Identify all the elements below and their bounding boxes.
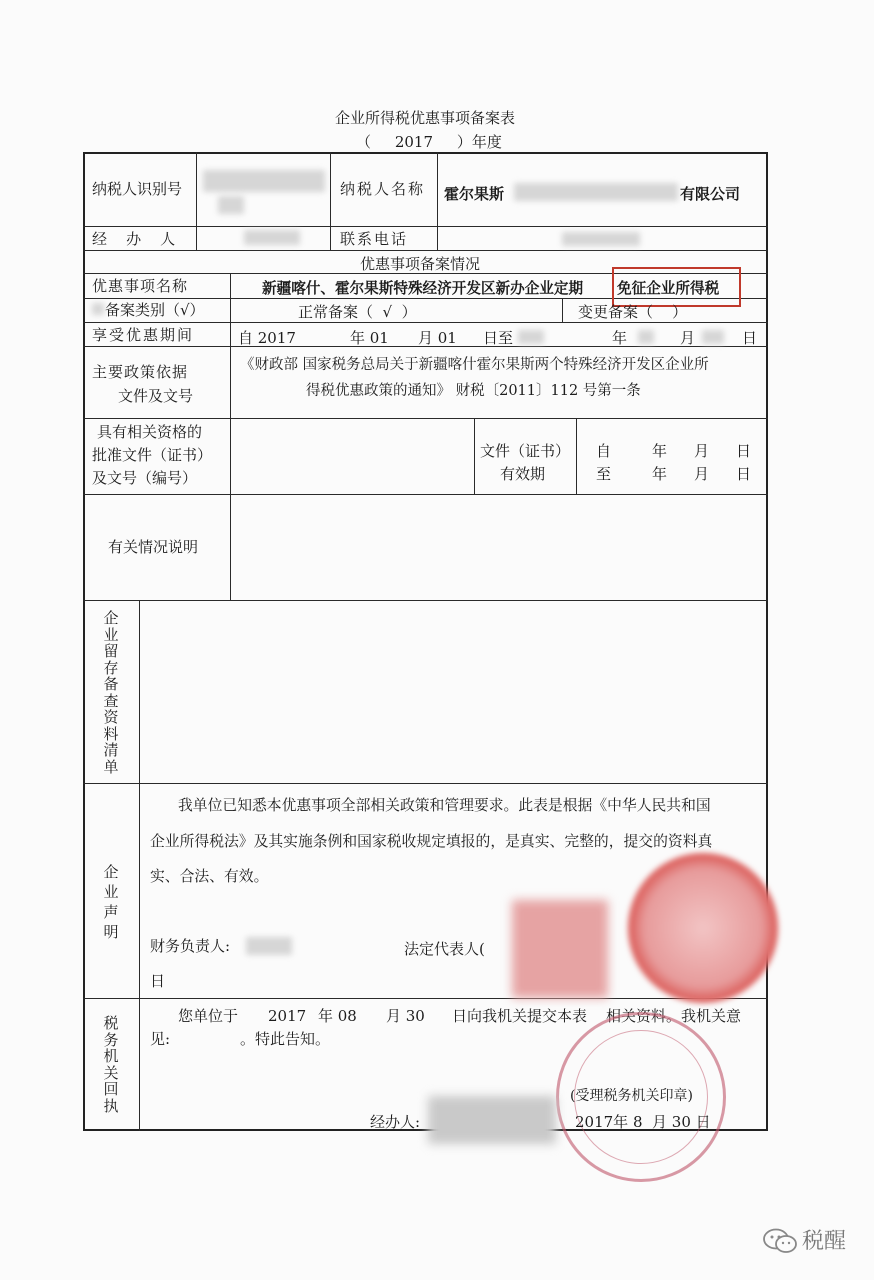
declaration-label: 企业声明 bbox=[103, 863, 119, 941]
taxpayer-id-label: 纳税人识别号 bbox=[92, 180, 183, 198]
redacted-mark bbox=[92, 303, 104, 315]
receipt-line-2a: 见: bbox=[150, 1030, 171, 1048]
taxpayer-name-label: 纳税人名称 bbox=[340, 180, 426, 198]
finance-label: 财务负责人: bbox=[150, 937, 231, 955]
redacted-end-year bbox=[518, 330, 544, 344]
period-day-2: 日 bbox=[742, 329, 758, 347]
qualification-label-2: 批准文件（证书） bbox=[92, 446, 213, 464]
redacted-receipt-handler bbox=[428, 1096, 556, 1144]
validity-to: 至 bbox=[596, 465, 612, 483]
period-month-1: 月 01 bbox=[418, 329, 457, 347]
policy-label-2: 文件及文号 bbox=[118, 387, 194, 405]
receipt-date: 2017年 8 月 30 日 bbox=[575, 1113, 711, 1131]
receipt-line-2b: 。特此告知。 bbox=[240, 1030, 331, 1048]
period-year-1: 年 01 bbox=[350, 329, 389, 347]
form-title: 企业所得税优惠事项备案表 bbox=[335, 109, 516, 127]
period-label: 享受优惠期间 bbox=[92, 326, 195, 344]
redacted-taxpayer-name bbox=[514, 183, 678, 201]
receipt-line-1a: 您单位于 bbox=[178, 1007, 239, 1025]
receipt-handler-label: 经办人: bbox=[370, 1113, 421, 1131]
receipt-stamp-label: (受理税务机关印章) bbox=[570, 1088, 693, 1104]
legal-rep-label: 法定代表人( bbox=[404, 940, 485, 958]
redacted-end-day bbox=[702, 330, 724, 344]
policy-text-1: 《财政部 国家税务总局关于新疆喀什霍尔果斯两个特殊经济开发区企业所 bbox=[240, 357, 709, 373]
validity-to-month: 月 bbox=[694, 465, 710, 483]
retained-docs-label: 企业留存备查资料清单 bbox=[103, 609, 119, 776]
receipt-label: 税务机关回执 bbox=[103, 1014, 119, 1115]
receipt-line-1e: 日向我机关提交本表 bbox=[452, 1007, 588, 1025]
year-line: （ 2017 ）年度 bbox=[356, 133, 502, 151]
item-name-value: 新疆喀什、霍尔果斯特殊经济开发区新办企业定期 bbox=[262, 280, 584, 297]
validity-from-day: 日 bbox=[736, 442, 752, 460]
notes-label: 有关情况说明 bbox=[108, 538, 199, 556]
category-label: 备案类别（√） bbox=[105, 301, 205, 319]
section-title: 优惠事项备案情况 bbox=[360, 255, 481, 273]
handler-label: 经 办 人 bbox=[92, 230, 176, 248]
period-day-1: 日至 bbox=[483, 329, 514, 347]
qualification-label-3: 及文号（编号） bbox=[92, 469, 198, 487]
qualification-label-1: 具有相关资格的 bbox=[97, 423, 203, 441]
redacted-handler bbox=[244, 230, 300, 245]
receipt-line-1f: 相关资料。我机关意 bbox=[606, 1007, 742, 1025]
redacted-end-month bbox=[638, 330, 654, 344]
validity-from-year: 年 bbox=[652, 442, 668, 460]
validity-from: 自 bbox=[596, 442, 612, 460]
policy-text-2: 得税优惠政策的通知》 财税〔2011〕112 号第一条 bbox=[306, 383, 641, 399]
policy-label-1: 主要政策依据 bbox=[92, 363, 189, 381]
redacted-phone bbox=[562, 232, 640, 246]
legal-rep-seal bbox=[512, 900, 608, 998]
taxpayer-name-prefix: 霍尔果斯 bbox=[444, 185, 505, 203]
item-name-label: 优惠事项名称 bbox=[92, 277, 189, 295]
period-month-2: 月 bbox=[680, 329, 696, 347]
receipt-year: 2017 bbox=[268, 1007, 307, 1025]
item-name-highlight: 免征企业所得税 bbox=[617, 280, 720, 297]
redacted-taxpayer-id-tail bbox=[218, 196, 244, 214]
watermark-text: 税醒 bbox=[802, 1229, 847, 1254]
company-seal bbox=[628, 853, 778, 1003]
redacted-taxpayer-id bbox=[203, 170, 325, 192]
declaration-line-2: 企业所得税法》及其实施条例和国家税收规定填报的，是真实、完整的，提交的资料真 bbox=[150, 833, 713, 850]
phone-label: 联系电话 bbox=[340, 230, 409, 248]
declaration-date-suffix: 日 bbox=[150, 972, 166, 990]
highlight-box bbox=[612, 267, 741, 307]
wechat-icon bbox=[762, 1227, 798, 1255]
validity-label-2: 有效期 bbox=[500, 465, 546, 483]
period-from: 自 2017 bbox=[238, 329, 296, 347]
receipt-month: 年 08 bbox=[318, 1007, 357, 1025]
declaration-line-1: 我单位已知悉本优惠事项全部相关政策和管理要求。此表是根据《中华人民共和国 bbox=[178, 797, 711, 814]
period-year-2: 年 bbox=[612, 329, 628, 347]
validity-to-day: 日 bbox=[736, 465, 752, 483]
normal-filing: 正常备案（ √ ） bbox=[298, 303, 417, 321]
validity-to-year: 年 bbox=[652, 465, 668, 483]
declaration-line-3: 实、合法、有效。 bbox=[150, 868, 269, 885]
validity-from-month: 月 bbox=[694, 442, 710, 460]
receipt-day: 月 30 bbox=[386, 1007, 425, 1025]
redacted-finance-signature bbox=[246, 937, 292, 955]
taxpayer-name-suffix: 有限公司 bbox=[680, 185, 741, 203]
validity-label-1: 文件（证书） bbox=[480, 442, 571, 460]
change-filing: 变更备案（ ） bbox=[578, 303, 688, 321]
